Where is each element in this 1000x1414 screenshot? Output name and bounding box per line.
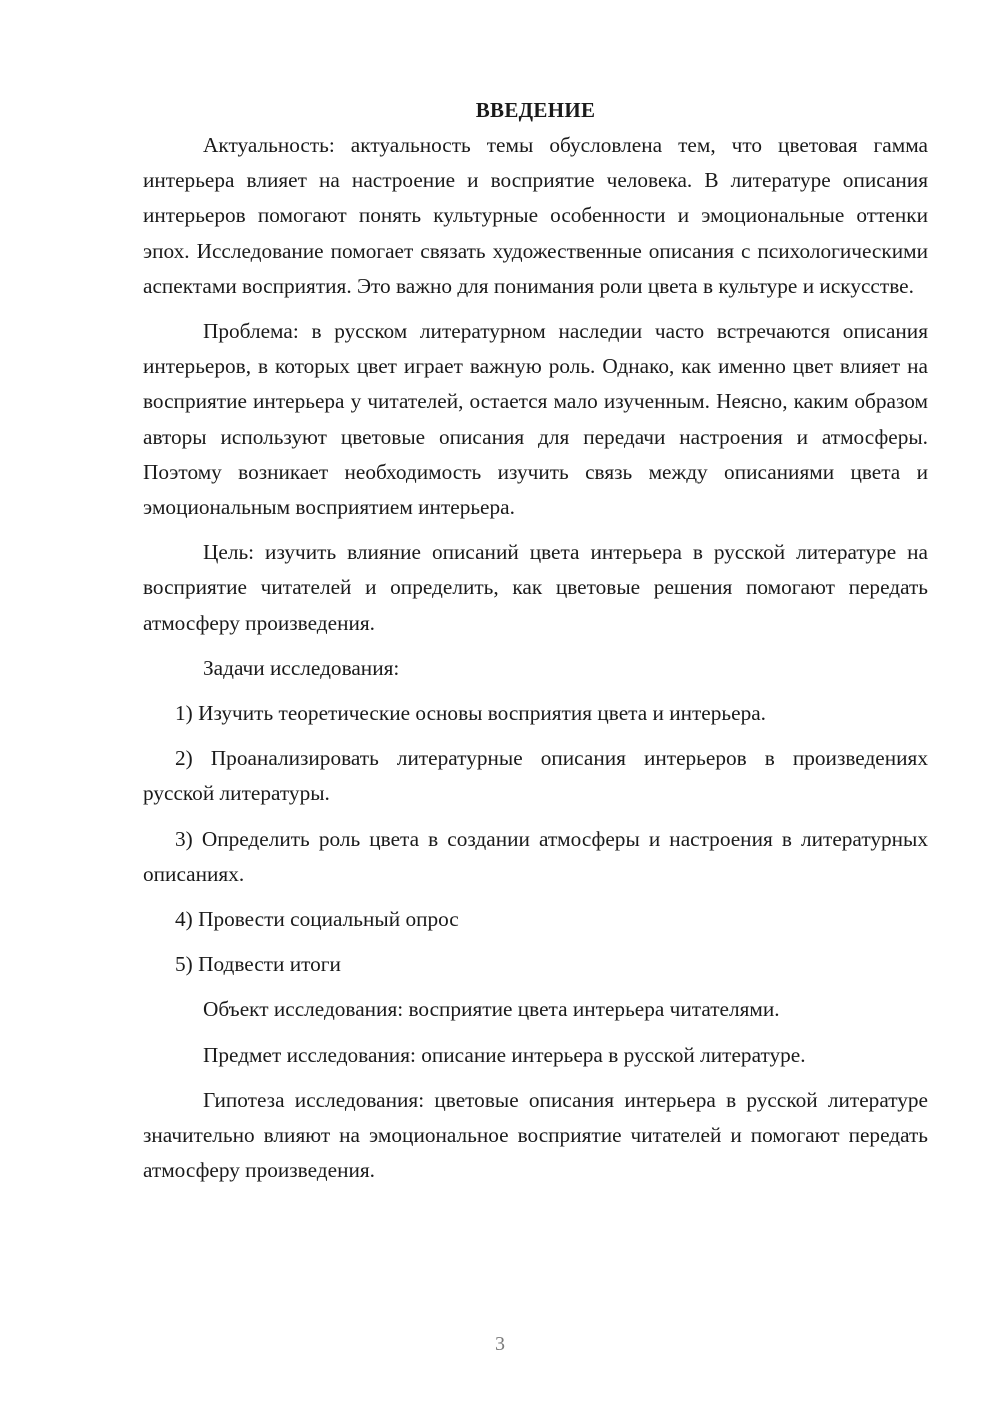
goal-paragraph: Цель: изучить влияние описаний цвета интерьера в русской литературе на восприятие читателей и определить, как цветовые решения помогают передать атмосферу произведения. — [143, 540, 928, 635]
task-item: 3) Определить роль цвета в создании атмосферы и настроения в литературных описаниях. — [143, 826, 928, 886]
problem-paragraph: Проблема: в русском литературном наследии часто встречаются описания интерьеров, в которых цвет играет важную роль. Однако, как именно цвет влияет на восприятие интерьера у читателей, остается мало изученным. Неясно, каким образом авторы используют цветовые описания для передачи настроения и атмосферы. Поэтому возникает необходимость изучить связь между описаниями цвета и эмоциональным восприятием интерьера. — [143, 319, 928, 520]
task-item: 1) Изучить теоретические основы восприятия цвета и интерьера. — [175, 701, 766, 726]
page-number: 3 — [495, 1333, 505, 1355]
document-page — [143, 93, 928, 1198]
hypothesis-paragraph: Гипотеза исследования: цветовые описания интерьера в русской литературе значительно влияют на эмоциональное восприятие читателей и помогают передать атмосферу произведения. — [143, 1087, 928, 1183]
task-item: 5) Подвести итоги — [175, 952, 341, 977]
task-item: 2) Проанализировать литературные описания интерьеров в произведениях русской литературы. — [143, 746, 928, 806]
task-item: 4) Провести социальный опрос — [175, 907, 459, 932]
subject-paragraph: Предмет исследования: описание интерьера в русской литературе. — [203, 1042, 806, 1067]
relevance-paragraph: Актуальность: актуальность темы обусловлена тем, что цветовая гамма интерьера влияет на настроение и восприятие человека. В литературе описания интерьеров помогают понять культурные особенности и эмоциональные оттенки эпох. Исследование помогает связать художественные описания с психологическими аспектами восприятия. Это важно для понимания роли цвета в культуре и искусстве. — [143, 133, 928, 298]
tasks-heading: Задачи исследования: — [203, 655, 400, 680]
object-paragraph: Объект исследования: восприятие цвета интерьера читателями. — [203, 997, 780, 1022]
section-title: ВВЕДЕНИЕ — [475, 98, 596, 122]
